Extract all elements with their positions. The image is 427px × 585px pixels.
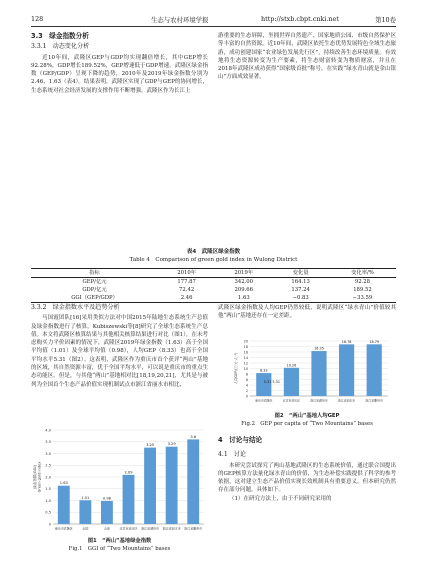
right-column-top (218, 32, 396, 82)
table-header-cell: 变化率/% (329, 269, 396, 278)
table-body (31, 278, 396, 303)
table-cell: −0.83 (272, 294, 329, 303)
reference-annotation: 5.31 5.31 (263, 379, 280, 384)
table-row (31, 286, 396, 294)
y-tick-label: 6 (245, 377, 248, 382)
table-cell: 342.00 (234, 279, 254, 285)
bar-value-label: 3.6 (190, 434, 197, 439)
y-tick-label: 3.0 (45, 451, 51, 456)
figure-2 (232, 336, 392, 406)
table-header-cell: 2010年 (158, 269, 215, 278)
left-column-lower (31, 304, 208, 389)
x-tick-label: 重庆市武隆区 (255, 398, 273, 403)
y-tick-label: 2.0 (45, 475, 51, 480)
bar (79, 500, 91, 524)
figure-1-title-en: Fig.1 GGI of “Two Mountains” bases (68, 546, 171, 552)
y-tick-label: 4.0 (45, 428, 51, 433)
y-axis-label: 绿金指数(GGI) (33, 465, 37, 489)
bar (284, 368, 299, 396)
table-cell: 209.66 (234, 287, 254, 293)
bar (311, 351, 326, 396)
bar-value-label: 1.01 (81, 495, 90, 500)
y-tick-label: 1.5 (45, 487, 51, 492)
bar (187, 439, 199, 524)
page-number: 128 (31, 15, 44, 23)
table-cell: 137.24 (291, 287, 310, 293)
figure-2-title-cn: 图2 “两山”基地人均GEP (274, 413, 340, 419)
bar-value-label: 0.98 (102, 496, 111, 501)
table-cell: 189.52 (353, 287, 372, 293)
table-cell: GDP/亿元 (82, 287, 107, 293)
x-tick-label: 重庆市武隆区 (54, 526, 73, 531)
section-3-3-2-heading: 3.3.2 绿金指数水平及趋势分析 (31, 304, 120, 311)
y-tick-label: 12 (243, 361, 248, 366)
table-cell: GGI（GEP/GDP） (31, 294, 158, 303)
table-4-title-en: Table 4 Comparison of green gold index in Wulong District (129, 257, 298, 263)
figure-2-caption (218, 412, 396, 428)
figure-1-caption (31, 537, 208, 553)
figure-2-title-en: Fig.2 GEP per capita of “Two Mountains” bases (241, 421, 373, 427)
y-tick-label: 2.5 (45, 463, 51, 468)
x-tick-label: 浙江省衢州市 (184, 526, 203, 531)
table-cell: 72.42 (179, 287, 195, 293)
bar (101, 501, 113, 524)
section-3-3-heading: 3.3 绿金指数分析 (31, 32, 89, 40)
bar (144, 448, 156, 524)
x-tick-label: 浙江省丽水市 (337, 398, 356, 403)
running-header (31, 14, 396, 27)
table-cell: 2.46 (158, 294, 215, 303)
issue-label: 第10卷 (375, 16, 396, 24)
table-header-cell: 2019年 (215, 269, 272, 278)
bar-value-label: 10.26 (286, 363, 297, 368)
table-cell: 1.63 (215, 294, 272, 303)
x-tick-label: 浙江省衢州市 (365, 398, 383, 403)
bar-value-label: 18.78 (341, 339, 352, 344)
table-header-row (31, 269, 396, 278)
y-tick-label: 20 (243, 339, 248, 344)
bar (166, 447, 178, 524)
right-column-lower (218, 304, 396, 321)
section-4-1-heading: 4.1 讨论 (218, 451, 246, 459)
y-tick-label: 0 (48, 522, 51, 527)
section-4-heading: 4 讨论与结论 (218, 436, 263, 444)
y-axis-label-en: Green gold index (37, 461, 42, 493)
table-cell: GEP/亿元 (82, 279, 107, 285)
section-3-3-1-heading: 3.3.1 动态变化分析 (31, 43, 90, 51)
paragraph-continued: 游重要的生态屏障，坐拥世界自然遗产、国家地质公园、市级自然保护区等丰富的自然资源。近10年间，武隆区依托生态优势发展特色全域生态旅游，成功创建国家“农业绿色发展先行区”，持续改善生态环境质量。有效地将生态资源转变为生产要素，将生态财富转变为物质财富，并且在2018年武隆区成功获得“国家级首批”称号，在实践“绿水青山就是金山银山”方面成效显著。 (218, 33, 396, 81)
journal-url: http://stxb.cbpt.cnki.net (261, 15, 339, 23)
y-tick-label: 18 (243, 344, 248, 349)
x-tick-label: 全国 (82, 526, 89, 531)
figure-2-chart (232, 336, 392, 406)
y-tick-label: 0.5 (45, 510, 51, 515)
bar (123, 475, 135, 524)
bar-value-label: 18.79 (369, 339, 380, 344)
y-tick-label: 14 (243, 355, 248, 360)
y-tick-label: 8 (245, 372, 248, 377)
x-tick-label: 北京市延庆区 (282, 398, 301, 403)
x-tick-label: 浙江省湖州市 (141, 526, 160, 531)
table-row (31, 278, 396, 287)
bar-value-label: 2.09 (124, 470, 133, 475)
bar (256, 373, 271, 396)
green-gold-table (31, 268, 396, 303)
paragraph-comparison: 马国霞团队[16]采用类似方法对中国2015年陆地生态系统生产总值及绿金指数进行了核算，Kubiszewski等[8]研究了全球生态系统生产总值。本文将武隆区核算结果与其他相关核算结果进行对比（图1），在未考虑购买力平价因素的情况下，武隆区2019年绿金指数（1.63）高于全国平均值（1.01）及全球平均值（0.98），人均GEP（8.33）也高于全国平均水平5.31（图2）。这表明，武隆区作为重庆市首个获评“两山”基地的区域，其自然资源丰富，优于全国平均水平，可以说是重庆市的重点生态功能区。但是，与其他“两山”基地相对比[18,19,20,21]，尤其是与被列为全国首个生态产品价值实现机制试点市浙江省丽水市相比， (31, 315, 208, 388)
y-tick-label: 4 (245, 383, 248, 388)
x-tick-label: 浙江省丽水市 (162, 526, 181, 531)
bar-value-label: 3.29 (167, 442, 176, 447)
figure-1-chart (31, 424, 208, 536)
table-4-caption (31, 248, 396, 264)
y-tick-label: 0 (245, 394, 248, 399)
paragraph-gap: 武隆区绿金指数及人均GEP仍然较低，说明武隆区“绿水青山”价值较其他“两山”基地还存在一定差距。 (218, 305, 396, 320)
table-header-cell: 变化量 (272, 269, 329, 278)
y-tick-label: 3.5 (45, 440, 51, 445)
journal-name: 生态与农村环境学报 (151, 16, 209, 24)
bar (58, 486, 70, 524)
bar-value-label: 8.33 (260, 368, 268, 373)
paragraph-method-note: （1）在研究方法上，由于不同研究采用的 (229, 495, 332, 502)
table-4-title-cn: 表4 武隆区绿金指数 (186, 249, 241, 255)
table-cell: 164.13 (291, 279, 310, 285)
x-tick-label: 北京市延庆区 (119, 526, 138, 531)
bar (339, 344, 354, 396)
table-header-cell: 指标 (31, 269, 158, 278)
bar-value-label: 1.63 (59, 481, 68, 486)
table-cell: 92.28 (354, 279, 371, 285)
paragraph-dynamic-change: 近10年间，武隆区GEP与GDP均实现翻倍增长，其中GEP增长92.28%，GDP增长189.52%，GEP增速低于GDP增速。武隆区绿金指数（GEP/GDP）呈现下降的趋势，2010年及2019年绿金指数分别为2.46、1.63（表4）。结果表明，武隆区实现了GDP与GEP的协同增长，生态系统对社会经济发展的支撑作用不断增强。武隆区作为长江上 (31, 54, 208, 94)
right-column-discussion (218, 436, 396, 503)
y-tick-label: 2 (245, 388, 248, 393)
table-cell: −33.59 (329, 294, 396, 303)
y-tick-label: 1.0 (45, 498, 51, 503)
table-cell: 177.87 (177, 279, 196, 285)
y-axis-label: 人均GEP/(万元·人⁻¹) (234, 352, 238, 385)
x-tick-label: 浙江省湖州市 (310, 398, 328, 403)
bar-value-label: 16.35 (314, 346, 324, 351)
y-tick-label: 16 (243, 350, 248, 355)
x-tick-label: 全球 (103, 526, 110, 531)
left-column-top (31, 32, 208, 95)
figure-1-title-cn: 图1 “两山”基地绿金指数 (87, 538, 152, 544)
table-row (31, 294, 396, 303)
figure-1 (31, 424, 208, 536)
bar-value-label: 3.25 (146, 443, 155, 448)
bar (367, 344, 382, 396)
y-tick-label: 10 (243, 366, 248, 371)
paragraph-discussion: 本研究尝试探究了两山基地武隆区的生态系统价值，通过联合国提出的GEP核算方法量化绿水青山的价值，为生态补偿实践提供了科学的参考依据，这对建立生态产品价值实现长效机制具有重要意义。但本研究仍然存在部分问题，具体如下。 (218, 462, 396, 494)
